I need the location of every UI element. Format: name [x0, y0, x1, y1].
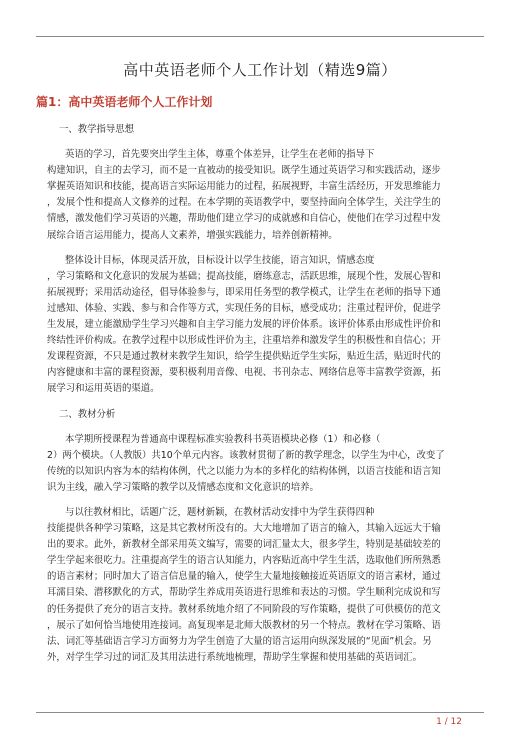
- page-indicator: 1 / 12: [436, 717, 462, 727]
- paragraph-2: [47, 253, 479, 398]
- text-line: 生发展，建立能激励学生学习兴趣和自主学习能力发展的评价体系。该评价体系由形成性评价和: [47, 319, 441, 331]
- text-line: 英语的学习，首先要突出学生主体，尊重个体差异，让学生在老师的指导下: [65, 149, 375, 161]
- text-line: 传统的以知识内容为本的结构体例，代之以能力为本的多样化的结构体例，以语言技能和语言知: [47, 465, 441, 477]
- text-line: ，学习策略和文化意识的发展为基础；提高技能，磨练意志，活跃思维，展现个性，发展心智和: [47, 270, 441, 282]
- text-line: 内容健康和丰富的课程资源，要积极利用音像、电视、书刊杂志、网络信息等丰富教学资源，拓: [47, 367, 441, 379]
- text-line: 展学习和运用英语的渠道。: [47, 383, 160, 395]
- text-line: 终结性评价构成。在教学过程中以形成性评价为主，注重培养和激发学生的积极性和自信心；开: [47, 335, 441, 347]
- text-line: ，展示了如何恰当地使用连接词。高复现率是北师大版教材的另一个特点。教材在学习策略、语: [47, 619, 441, 631]
- text-line: 识为主线，融入学习策略的教学以及情感态度和文化意识的培养。: [47, 481, 319, 493]
- text-line: 耳濡目染、潜移默化的方式，帮助学生养成用英语进行思维和表达的习惯。学生顺利完成说和写: [47, 587, 441, 599]
- section-title: 篇1：高中英语老师个人工作计划: [36, 95, 213, 109]
- text-line: 展综合语言运用能力，提高人文素养，增强实践能力，培养创新精神。: [47, 229, 338, 241]
- text-line: 与以往教材相比，话题广泛，题材新颖，在教材活动安排中为学生获得四种: [65, 506, 375, 518]
- text-line: 法、词汇等基础语言学习方面努力为学生创造了大量的语言运用向纵深发展的“见面”机会。另: [47, 635, 432, 647]
- document-title: 高中英语老师个人工作计划（精选9篇）: [123, 61, 397, 79]
- text-line: 本学期所授课程为普通高中课程标准实验教科书英语模块必修（1）和必修（: [65, 433, 381, 445]
- text-line: 出的要求。此外，新教材全部采用英文编写，需要的词汇量太大，很多学生，特别是基础较差的: [47, 539, 441, 551]
- text-line: 拓展视野；采用活动途径，倡导体验参与，即采用任务型的教学模式，让学生在老师的指导下通: [47, 286, 441, 298]
- heading-textbook-analysis: 二、教材分析: [59, 408, 116, 420]
- text-line: 发课程资源，不只是通过教材来教学生知识，给学生提供贴近学生实际，贴近生活，贴近时代的: [47, 351, 441, 363]
- text-line: 的语言素材；同时加大了语言信息量的输入，使学生大量地接触接近英语原文的语言素材，通过: [47, 571, 441, 583]
- text-line: 整体设计目标，体现灵活开放，目标设计以学生技能，语言知识，情感态度: [65, 254, 375, 266]
- text-line: 掌握英语知识和技能，提高语言实际运用能力的过程，拓展视野，丰富生活经历，开发思维能力: [47, 181, 441, 193]
- text-line: 情感，激发他们学习英语的兴趣，帮助他们建立学习的成就感和自信心，使他们在学习过程中发: [47, 213, 441, 225]
- text-line: 外，对学生学习过的词汇及其用法进行系统地梳理，帮助学生掌握和使用基础的英语词汇。: [47, 651, 423, 663]
- text-line: 的任务提供了充分的语言支持。教材系统地介绍了不同阶段的写作策略，提供了可供模仿的范文: [47, 603, 441, 615]
- top-rule: [36, 36, 484, 37]
- text-line: 学生学起来很吃力。注重提高学生的语言认知能力，内容贴近高中学生生活，选取他们所所熟悉: [47, 555, 441, 567]
- paragraph-1: [47, 147, 479, 244]
- document-body: [47, 122, 479, 675]
- bottom-rule: [36, 712, 484, 713]
- text-line: 2）两个模块。（人教版）共10个单元内容。该教材贯彻了新的教学理念，以学生为中心，改变了: [47, 449, 445, 461]
- text-line: 技能提供各种学习策略，这是其它教材所没有的。大大地增加了语言的输入，其输入远远大于输: [47, 523, 441, 535]
- paragraph-3: [47, 432, 479, 496]
- text-line: 构建知识，自主的去学习，而不是一直被动的接受知识。既学生通过英语学习和实践活动，逐步: [47, 165, 441, 177]
- text-line: 过感知、体验、实践、参与和合作等方式，实现任务的目标，感受成功；注重过程评价，促进学: [47, 302, 441, 314]
- text-line: ，发展个性和提高人文修养的过程。在本学期的英语教学中，要坚持面向全体学生，关注学生的: [47, 197, 441, 209]
- paragraph-4: [47, 505, 479, 666]
- heading-teaching-philosophy: 一、教学指导思想: [59, 124, 135, 135]
